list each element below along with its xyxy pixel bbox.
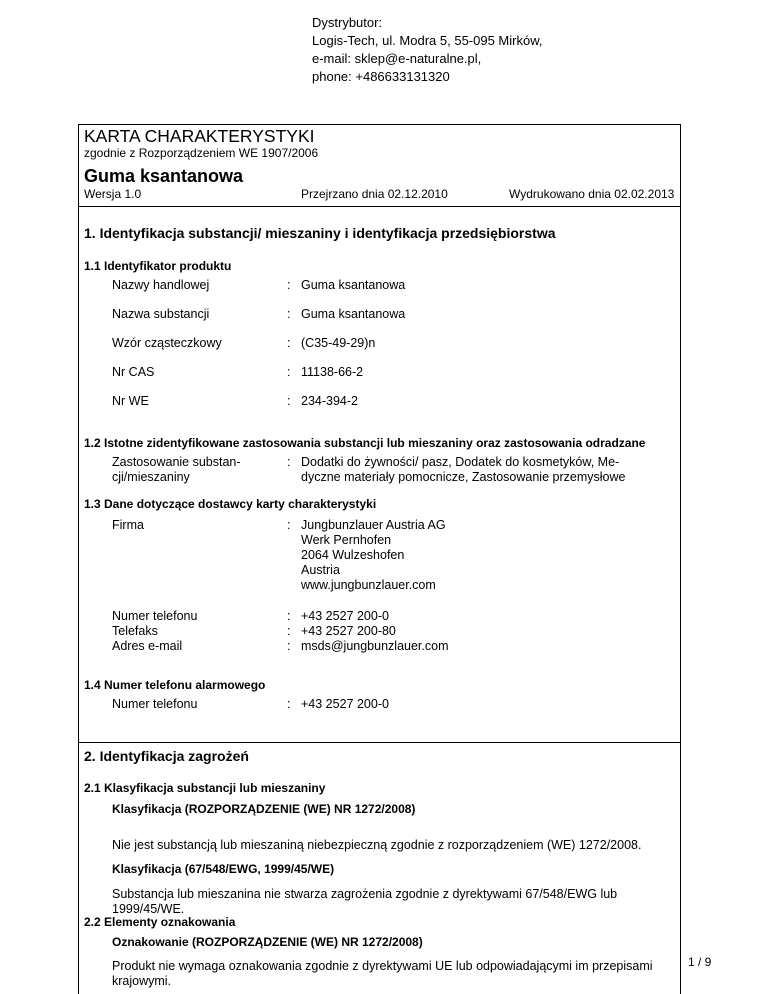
colon: : (287, 639, 291, 653)
page-number: 1 / 9 (688, 955, 712, 969)
clp-classification-heading: Klasyfikacja (ROZPORZĄDZENIE (WE) NR 1272/2008) (112, 802, 416, 816)
colon: : (287, 307, 291, 321)
distributor-address: Logis-Tech, ul. Modra 5, 55-095 Mirków, (312, 33, 543, 48)
colon: : (287, 624, 291, 638)
fax-value: +43 2527 200-80 (301, 624, 396, 638)
labelling-text-line2: krajowymi. (112, 974, 172, 988)
section-2-title: 2. Identyfikacja zagrożeń (84, 748, 249, 764)
subsection-1-1-title: 1.1 Identyfikator produktu (84, 259, 232, 273)
distributor-phone: phone: +486633131320 (312, 69, 450, 84)
emergency-phone-value: +43 2527 200-0 (301, 697, 389, 711)
firm-line-3: 2064 Wulzeshofen (301, 548, 405, 562)
use-value-line2: dyczne materiały pomocnicze, Zastosowanie przemysłowe (301, 470, 626, 484)
fax-label: Telefaks (112, 624, 158, 638)
use-label-line2: cji/mieszaniny (112, 470, 190, 484)
colon: : (287, 697, 291, 711)
document-title: KARTA CHARAKTERYSTYKI (84, 126, 315, 146)
subsection-1-3-title: 1.3 Dane dotyczące dostawcy karty charakterystyki (84, 497, 377, 511)
section-divider (79, 742, 680, 743)
firm-line-1: Jungbunzlauer Austria AG (301, 518, 446, 532)
firm-line-4: Austria (301, 563, 340, 577)
colon: : (287, 455, 291, 469)
substance-name-label: Nazwa substancji (112, 307, 210, 321)
document-frame (78, 124, 681, 994)
version-label: Wersja 1.0 (84, 187, 142, 201)
cas-label: Nr CAS (112, 365, 155, 379)
cas-value: 11138-66-2 (301, 365, 364, 379)
phone-value: +43 2527 200-0 (301, 609, 389, 623)
distributor-email: e-mail: sklep@e-naturalne.pl, (312, 51, 482, 66)
labelling-heading: Oznakowanie (ROZPORZĄDZENIE (WE) NR 1272/2008) (112, 935, 423, 949)
email-link[interactable]: msds@jungbunzlauer.com (301, 639, 449, 653)
ec-value: 234-394-2 (301, 394, 358, 408)
ec-label: Nr WE (112, 394, 149, 408)
document-subtitle: zgodnie z Rozporządzeniem WE 1907/2006 (84, 146, 319, 160)
colon: : (287, 336, 291, 350)
trade-name-label: Nazwy handlowej (112, 278, 210, 292)
section-1-title: 1. Identyfikacja substancji/ mieszaniny i identyfikacja przedsiębiorstwa (84, 225, 556, 241)
subsection-2-2-title: 2.2 Elementy oznakowania (84, 915, 236, 929)
formula-label: Wzór cząsteczkowy (112, 336, 222, 350)
emergency-phone-label: Numer telefonu (112, 697, 198, 711)
use-value-line1: Dodatki do żywności/ pasz, Dodatek do kosmetyków, Me- (301, 455, 620, 469)
subsection-2-1-title: 2.1 Klasyfikacja substancji lub mieszaniny (84, 781, 326, 795)
clp-classification-text: Nie jest substancją lub mieszaniną niebezpieczną zgodnie z rozporządzeniem (WE) 1272/2008. (112, 838, 642, 852)
firm-line-2: Werk Pernhofen (301, 533, 392, 547)
dsd-classification-heading: Klasyfikacja (67/548/EWG, 1999/45/WE) (112, 862, 335, 876)
distributor-block (312, 14, 543, 86)
product-name: Guma ksantanowa (84, 166, 244, 186)
formula-value: (C35-49-29)n (301, 336, 376, 350)
use-label-line1: Zastosowanie substan- (112, 455, 241, 469)
dsd-text-line1: Substancja lub mieszanina nie stwarza zagrożenia zgodnie z dyrektywami 67/548/EWG lub (112, 887, 618, 901)
labelling-text-line1: Produkt nie wymaga oznakowania zgodnie z dyrektywami UE lub odpowiadającymi im przepisami (112, 959, 653, 973)
printed-date: Wydrukowano dnia 02.02.2013 (509, 187, 675, 201)
email-label: Adres e-mail (112, 639, 183, 653)
phone-label: Numer telefonu (112, 609, 198, 623)
colon: : (287, 278, 291, 292)
substance-name-value: Guma ksantanowa (301, 307, 406, 321)
colon: : (287, 518, 291, 532)
subsection-1-4-title: 1.4 Numer telefonu alarmowego (84, 678, 266, 692)
colon: : (287, 394, 291, 408)
header-divider (79, 206, 680, 207)
colon: : (287, 365, 291, 379)
firm-website-link[interactable]: www.jungbunzlauer.com (301, 578, 436, 592)
dsd-text-line2: 1999/45/WE. (112, 902, 185, 916)
firm-label: Firma (112, 518, 144, 532)
revised-date: Przejrzano dnia 02.12.2010 (301, 187, 448, 201)
colon: : (287, 609, 291, 623)
distributor-heading: Dystrybutor: (312, 15, 383, 30)
subsection-1-2-title: 1.2 Istotne zidentyfikowane zastosowania substancji lub mieszaniny oraz zastosowania odradzane (84, 436, 646, 450)
trade-name-value: Guma ksantanowa (301, 278, 406, 292)
